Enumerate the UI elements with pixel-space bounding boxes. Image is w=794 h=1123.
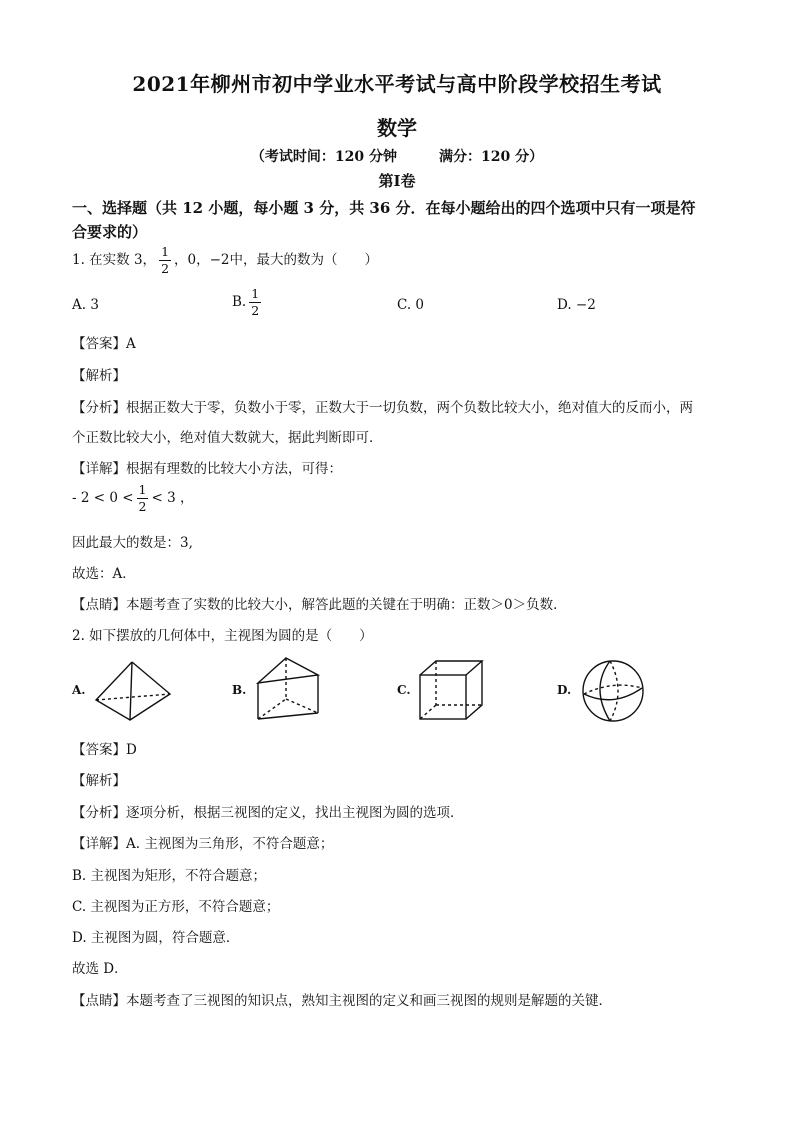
q2-option-d-label: D. bbox=[557, 683, 572, 697]
q2-answer: 【答案】D bbox=[72, 742, 137, 758]
q2-option-b-label: B. bbox=[232, 683, 247, 697]
ineq-post: < 3 ， bbox=[151, 490, 194, 506]
q2-analysis-head: 【解析】 bbox=[72, 773, 126, 789]
q2-stem: 2. 如下摆放的几何体中，主视图为圆的是（ ） bbox=[72, 628, 373, 644]
frac-numerator: 1 bbox=[161, 244, 170, 259]
q1-max-line: 因此最大的数是：3, bbox=[72, 535, 193, 551]
q2-fenxi: 【分析】逐项分析，根据三视图的定义，找出主视图为圆的选项． bbox=[72, 805, 464, 821]
cube-figure bbox=[417, 658, 485, 722]
q1-detail: 【详解】根据有理数的比较大小方法，可得： bbox=[72, 461, 342, 477]
q2-comment: 【点睛】本题考查了三视图的知识点，熟知主视图的定义和画三视图的规则是解题的关键． bbox=[72, 993, 612, 1009]
q1-option-b-label: B. bbox=[232, 294, 247, 310]
ineq-pre: - 2 < 0 < bbox=[72, 490, 134, 506]
q1-choose: 故选：A． bbox=[72, 566, 136, 582]
q2-option-c-label: C. bbox=[397, 683, 411, 697]
q1-inequality bbox=[72, 484, 193, 513]
q1-fenxi-line2: 个正数比较大小，绝对值大数就大，据此判断即可． bbox=[72, 430, 383, 446]
q1-option-c: C. 0 bbox=[397, 297, 425, 313]
q1-stem bbox=[72, 246, 378, 275]
q2-choose: 故选 D． bbox=[72, 961, 128, 977]
triangular-prism-figure bbox=[252, 655, 324, 723]
exam-title: 2021年柳州市初中学业水平考试与高中阶段学校招生考试 bbox=[132, 72, 662, 96]
q2-detail-a: 【详解】A. 主视图为三角形，不符合题意； bbox=[72, 836, 334, 852]
frac-denominator: 2 bbox=[251, 302, 260, 318]
q1-stem-post: ，0，−2中，最大的数为（ ） bbox=[174, 252, 379, 268]
q2-detail-b: B. 主视图为矩形，不符合题意； bbox=[72, 868, 267, 884]
q1-stem-pre: 1. 在实数 3， bbox=[72, 252, 157, 268]
q1-option-b-fraction bbox=[249, 288, 261, 317]
frac-numerator: 1 bbox=[138, 482, 147, 497]
volume-label: 第Ⅰ卷 bbox=[378, 172, 416, 190]
q1-fenxi-line1: 【分析】根据正数大于零，负数小于零，正数大于一切负数，两个负数比较大小，绝对值大的反而小，两 bbox=[72, 400, 693, 416]
q1-answer: 【答案】A bbox=[72, 336, 136, 352]
section-heading-line1: 一、选择题（共 12 小题，每小题 3 分，共 36 分．在每小题给出的四个选项中只有一项是符 bbox=[72, 199, 696, 217]
frac-denominator: 2 bbox=[161, 260, 170, 276]
q2-option-a-label: A. bbox=[72, 683, 86, 697]
frac-denominator: 2 bbox=[138, 498, 147, 514]
ineq-fraction bbox=[137, 484, 149, 513]
section-heading-line2: 合要求的） bbox=[72, 223, 148, 241]
q1-option-d: D. −2 bbox=[557, 297, 596, 313]
subject-title: 数学 bbox=[377, 116, 417, 140]
q2-detail-c: C. 主视图为正方形，不符合题意； bbox=[72, 899, 280, 915]
pyramid-figure bbox=[92, 660, 176, 724]
q1-analysis-head: 【解析】 bbox=[72, 368, 126, 384]
sphere-figure bbox=[580, 658, 646, 724]
q1-option-b bbox=[232, 288, 264, 317]
exam-info: （考试时间：120 分钟 满分：120 分） bbox=[250, 149, 544, 165]
frac-numerator: 1 bbox=[251, 286, 260, 301]
q1-option-a: A. 3 bbox=[72, 297, 99, 313]
q1-stem-fraction bbox=[159, 246, 171, 275]
q2-detail-d: D. 主视图为圆，符合题意． bbox=[72, 930, 240, 946]
q1-comment: 【点睛】本题考查了实数的比较大小，解答此题的关键在于明确：正数＞0＞负数． bbox=[72, 597, 567, 613]
